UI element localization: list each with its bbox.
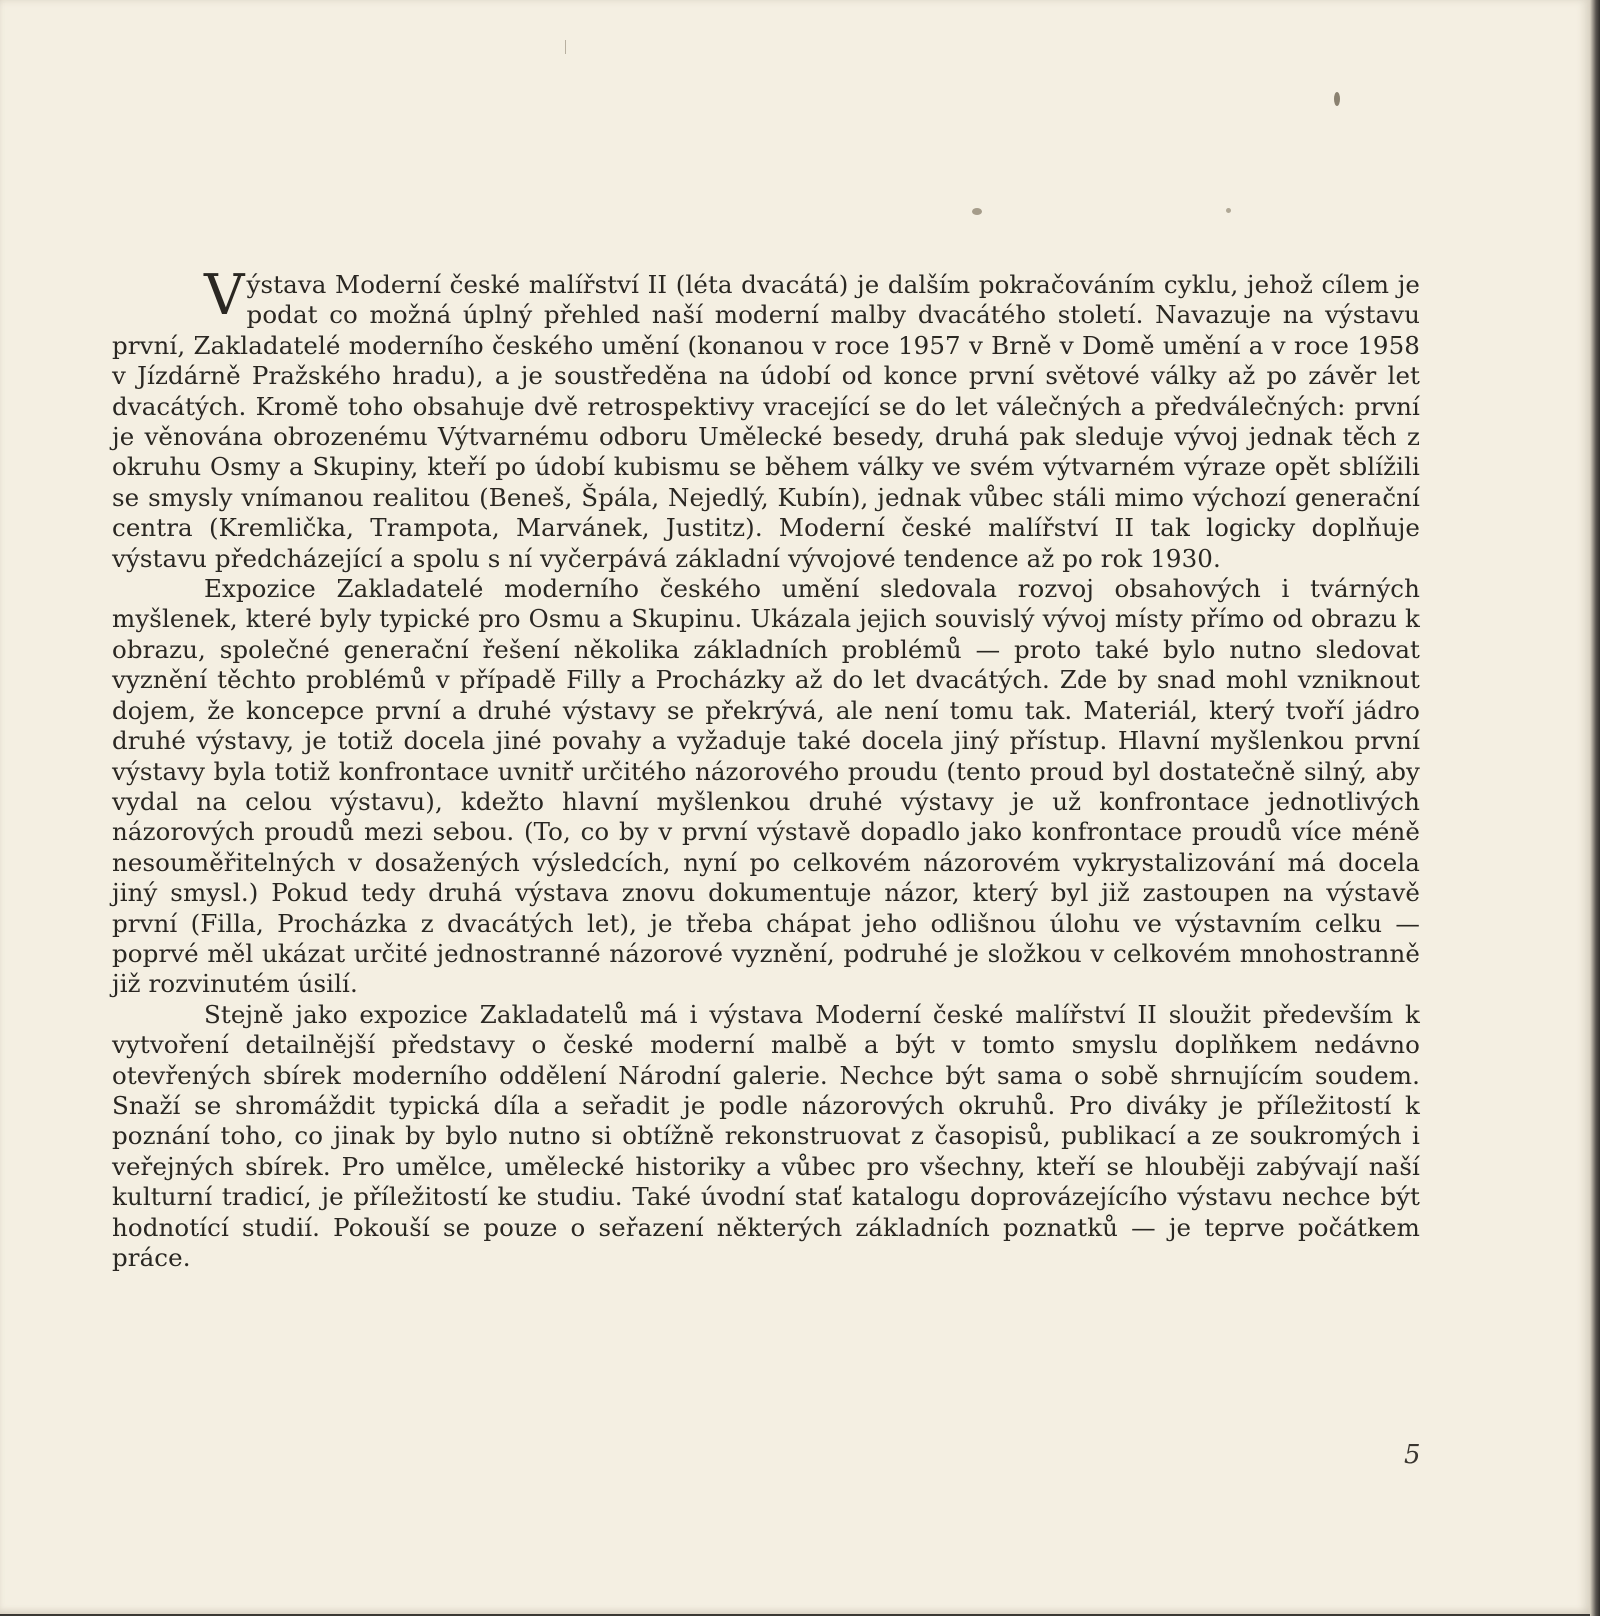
drop-initial: V [204, 263, 245, 328]
paper-speck [565, 40, 566, 54]
paragraph-2: Expozice Zakladatelé moderního českého umění sledovala rozvoj obsahových i tvárných myšlenek, které byly typické pro Osmu a Skupinu. Ukázala jejich souvislý vývoj místy přímo od obrazu k obrazu, společné generační řešení několika základních problémů — proto také bylo nutno sledovat vyznění těchto problémů v případě Filly a Procházky až do let dvacátých. Zde by snad mohl vzniknout dojem, že koncepce první a druhé výstavy se překrývá, ale není tomu tak. Materiál, který tvoří jádro druhé výstavy, je totiž docela jiné povahy a vyžaduje také docela jiný přístup. Hlavní myšlenkou první výstavy byla totiž konfrontace uvnitř určitého názorového proudu (tento proud byl dostatečně silný, aby vydal na celou výstavu), kdežto hlavní myšlenkou druhé výstavy je už konfrontace jednotlivých názorových proudů mezi sebou. (To, co by v první výstavě dopadlo jako konfrontace proudů více méně nesouměřitelných v dosažených výsledcích, nyní po celkovém názorovém vykrystalizování má docela jiný smysl.) Pokud tedy druhá výstava znovu dokumentuje názor, který byl již zastoupen na výstavě první (Filla, Procházka z dvacátých let), je třeba chápat jeho odlišnou úlohu ve výstavním celku — poprvé měl ukázat určité jednostranné názorové vyznění, podruhé je složkou v celkovém mnohostranně již rozvinutém úsilí. [112, 574, 1420, 999]
paper-speck [1226, 208, 1231, 213]
paper-speck [972, 208, 982, 215]
paper-speck [1334, 92, 1340, 106]
page-number: 5 [1404, 1440, 1421, 1470]
paragraph-1-text: ýstava Moderní české malířství II (léta dvacátá) je dalším pokračováním cyklu, jehož cílem je podat co možná úplný přehled naší moderní malby dvacátého století. Navazuje na výstavu první, Zakladatelé moderního českého umění (konanou v roce 1957 v Brně v Domě umění a v roce 1958 v Jízdárně Pražského hradu), a je soustředěna na údobí od konce první světové války až po závěr let dvacátých. Kromě toho obsahuje dvě retrospektivy vracející se do let válečných a předválečných: první je věnována obrozenému Výtvarnému odboru Umělecké besedy, druhá pak sleduje vývoj jednak těch z okruhu Osmy a Skupiny, kteří po údobí kubismu se během války ve svém výtvarném výraze opět sblížili se smysly vnímanou realitou (Beneš, Špála, Nejedlý, Kubín), jednak vůbec stáli mimo výchozí generační centra (Kremlička, Trampota, Marvánek, Justitz). Moderní české malířství II tak logicky doplňuje výstavu předcházející a spolu s ní vyčerpává základní vývojové tendence až po rok 1930. [112, 270, 1420, 573]
paragraph-1 [112, 263, 1420, 574]
paragraph-3: Stejně jako expozice Zakladatelů má i výstava Moderní české malířství II sloužit především k vytvoření detailnější představy o české moderní malbě a být v tomto smyslu doplňkem nedávno otevřených sbírek moderního oddělení Národní galerie. Nechce být sama o sobě shrnujícím soudem. Snaží se shromáždit typická díla a seřadit je podle názorových okruhů. Pro diváky je příležitostí k poznání toho, co jinak by bylo nutno si obtížně rekonstruovat z časopisů, publikací a ze soukromých i veřejných sbírek. Pro umělce, umělecké historiky a vůbec pro všechny, kteří se hlouběji zabývají naší kulturní tradicí, je příležitostí ke studiu. Také úvodní stať katalogu doprovázejícího výstavu nechce být hodnotící studií. Pokouší se pouze o seřazení některých základních poznatků — je teprve počátkem práce. [112, 999, 1420, 1272]
body-text [112, 263, 1420, 1273]
page-edge-shadow [1590, 0, 1600, 1616]
